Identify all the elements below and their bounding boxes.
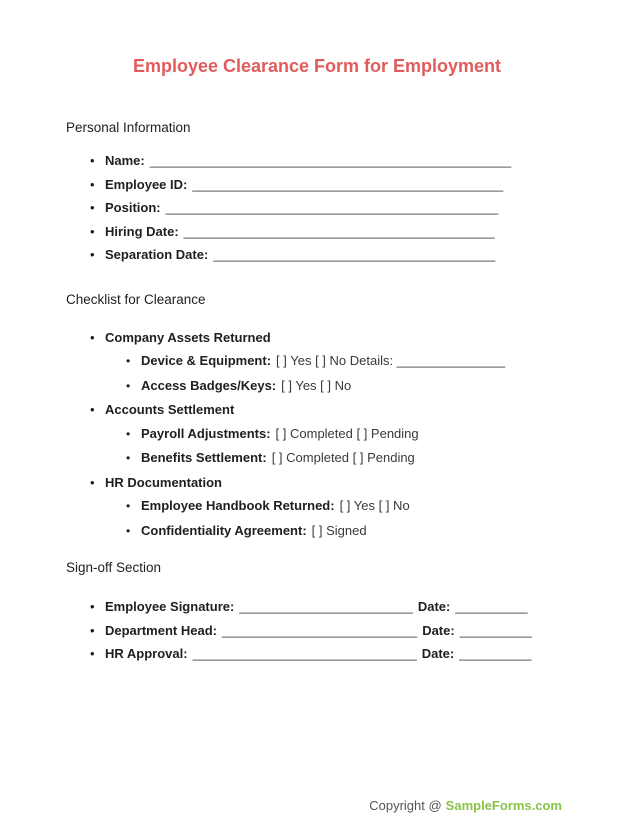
fill-line: _______________________________________ (213, 247, 496, 262)
form-line-employee-id (66, 173, 568, 197)
field-label: Employee ID: (105, 176, 188, 192)
date-label: Date: (417, 599, 451, 614)
bullet-icon: • (126, 426, 131, 441)
signature-line: ________________________ (239, 599, 413, 614)
page-title: Employee Clearance Form for Employment (132, 56, 502, 76)
field-label: HR Approval: (105, 646, 188, 661)
bullet-icon: • (126, 451, 131, 465)
checklist-item-benefits-settlement (66, 446, 568, 471)
bullet-icon: • (90, 153, 95, 168)
checklist-item-device-equipment (66, 349, 568, 374)
field-label: Department Head: (105, 622, 217, 638)
checklist-item-access-badges-keys (66, 374, 568, 399)
footer-brand-link[interactable]: SampleForms.com (445, 798, 562, 813)
group-label: Company Assets Returned (105, 329, 271, 345)
date-label: Date: (421, 646, 455, 661)
clearance-checklist (66, 326, 568, 544)
fill-line: ___________________________________________ (183, 223, 495, 239)
checkbox-options: [ ] Yes [ ] No Details: _______________ (276, 353, 506, 368)
bullet-icon: • (90, 402, 95, 417)
signoff-list (66, 595, 568, 666)
signoff-line-hr-approval (66, 642, 568, 666)
field-label: Hiring Date: (105, 223, 179, 239)
item-label: Confidentiality Agreement: (141, 522, 307, 538)
bullet-icon: • (90, 329, 95, 345)
fill-line: ______________________________________________ (165, 200, 499, 215)
fill-line: ___________________________________________ (192, 176, 504, 192)
bullet-icon: • (90, 176, 95, 192)
section-heading-personal-information: Personal Information (66, 120, 191, 135)
signoff-line-department-head (66, 619, 568, 643)
item-label: Benefits Settlement: (141, 450, 267, 465)
bullet-icon: • (90, 200, 95, 215)
field-label: Employee Signature: (105, 599, 235, 614)
bullet-icon: • (90, 474, 95, 490)
bullet-icon: • (126, 523, 131, 538)
bullet-icon: • (90, 622, 95, 638)
item-label: Device & Equipment: (141, 353, 272, 368)
page-footer (369, 798, 562, 813)
bullet-icon: • (90, 646, 95, 661)
item-label: Employee Handbook Returned: (141, 498, 335, 513)
signature-line: _______________________________ (192, 646, 417, 661)
field-label: Separation Date: (105, 247, 209, 262)
date-line: __________ (455, 599, 528, 614)
fill-line: __________________________________________________ (149, 153, 512, 168)
checkbox-options: [ ] Completed [ ] Pending (271, 450, 415, 465)
checklist-group-accounts-settlement (66, 398, 568, 422)
checklist-item-payroll-adjustments (66, 422, 568, 447)
date-line: __________ (459, 646, 532, 661)
form-line-position (66, 196, 568, 220)
checkbox-options: [ ] Signed (311, 522, 367, 538)
bullet-icon: • (90, 247, 95, 262)
checkbox-options: [ ] Yes [ ] No (281, 377, 352, 393)
checklist-group-hr-documentation (66, 471, 568, 495)
checkbox-options: [ ] Completed [ ] Pending (275, 425, 419, 441)
checklist-item-employee-handbook (66, 494, 568, 519)
signoff-line-employee-signature (66, 595, 568, 619)
field-label: Position: (105, 200, 161, 215)
section-heading-checklist: Checklist for Clearance (66, 291, 206, 307)
bullet-icon: • (126, 378, 131, 393)
personal-info-list (66, 149, 568, 267)
group-label: Accounts Settlement (105, 402, 235, 417)
section-heading-signoff: Sign-off Section (66, 560, 162, 575)
bullet-icon: • (90, 599, 95, 614)
bullet-icon: • (126, 354, 131, 368)
group-label: HR Documentation (105, 474, 222, 490)
checklist-group-company-assets (66, 326, 568, 350)
signature-line: ___________________________ (221, 622, 418, 638)
item-label: Access Badges/Keys: (141, 377, 277, 393)
bullet-icon: • (126, 499, 131, 513)
item-label: Payroll Adjustments: (141, 425, 271, 441)
form-line-separation-date (66, 243, 568, 267)
bullet-icon: • (90, 223, 95, 239)
date-label: Date: (422, 622, 455, 638)
checkbox-options: [ ] Yes [ ] No (339, 498, 410, 513)
date-line: __________ (459, 622, 533, 638)
checklist-item-confidentiality-agreement (66, 519, 568, 544)
copyright-text: Copyright @ (369, 798, 442, 813)
form-line-name (66, 149, 568, 173)
form-line-hiring-date (66, 220, 568, 244)
field-label: Name: (105, 153, 145, 168)
